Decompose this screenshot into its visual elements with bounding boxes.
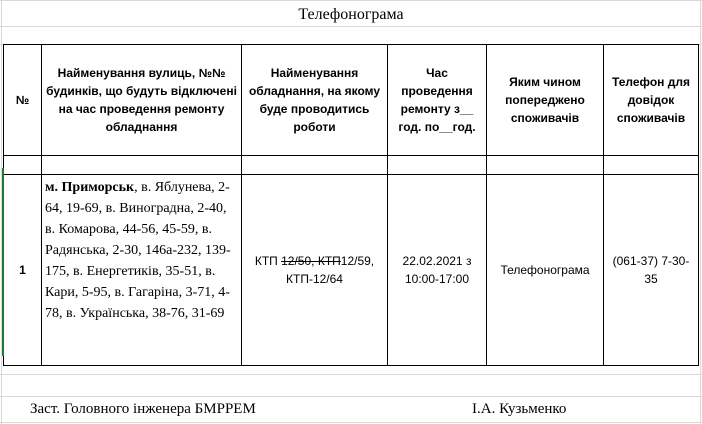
equipment-prefix: КТП <box>254 254 282 268</box>
cell-phone[interactable]: (061-37) 7-30-35 <box>604 175 699 366</box>
spacer-cell[interactable] <box>604 156 699 175</box>
spacer-cell[interactable] <box>4 156 42 175</box>
cell-equipment[interactable] <box>242 175 388 366</box>
city-name: м. Приморськ <box>45 180 135 195</box>
spacer-row <box>4 156 699 175</box>
table-header-row <box>4 45 699 156</box>
cell-num[interactable]: 1 <box>4 175 42 366</box>
equipment-rest: 12/59, КТП-12/64 <box>286 254 375 286</box>
street-list: , в. Яблунева, 2-64, 19-69, в. Виноградна, 2-40, в. Комарова, 44-56, 45-59, в. Радянська, 2-30, 146а-232, 139-175, в. Енергетиків, 35-51, в. Кари, 5-95, в. Гагаріна, 3-71, 4-78, в. Українська, 38-76, 31-69 <box>45 180 231 321</box>
header-time[interactable]: Час проведення ремонту з__ год. по__год. <box>388 45 487 156</box>
signer-position: Заст. Головного інженера БМРРЕМ <box>30 401 256 417</box>
cell-notify[interactable]: Телефонограма <box>487 175 604 366</box>
header-notify[interactable]: Яким чином попереджено споживачів <box>487 45 604 156</box>
equipment-struck: 12/50, КТП <box>281 254 341 268</box>
table-row <box>4 175 699 366</box>
cell-streets[interactable] <box>42 175 242 366</box>
header-phone[interactable]: Телефон для довідок споживачів <box>604 45 699 156</box>
outage-table <box>3 44 699 366</box>
header-num[interactable]: № <box>4 45 42 156</box>
spacer-cell[interactable] <box>487 156 604 175</box>
spacer-cell[interactable] <box>388 156 487 175</box>
header-streets[interactable]: Найменування вулиць, №№ будинків, що будуть відключені на час проведення ремонту обладнання <box>42 45 242 156</box>
header-equipment[interactable]: Найменування обладнання, на якому буде проводитись роботи <box>242 45 388 156</box>
document-title: Телефонограма <box>298 6 404 23</box>
spacer-cell[interactable] <box>242 156 388 175</box>
selected-cell-marker <box>2 168 4 356</box>
spacer-cell[interactable] <box>42 156 242 175</box>
signer-name: І.А. Кузьменко <box>472 401 567 417</box>
cell-time[interactable]: 22.02.2021 з 10:00-17:00 <box>388 175 487 366</box>
